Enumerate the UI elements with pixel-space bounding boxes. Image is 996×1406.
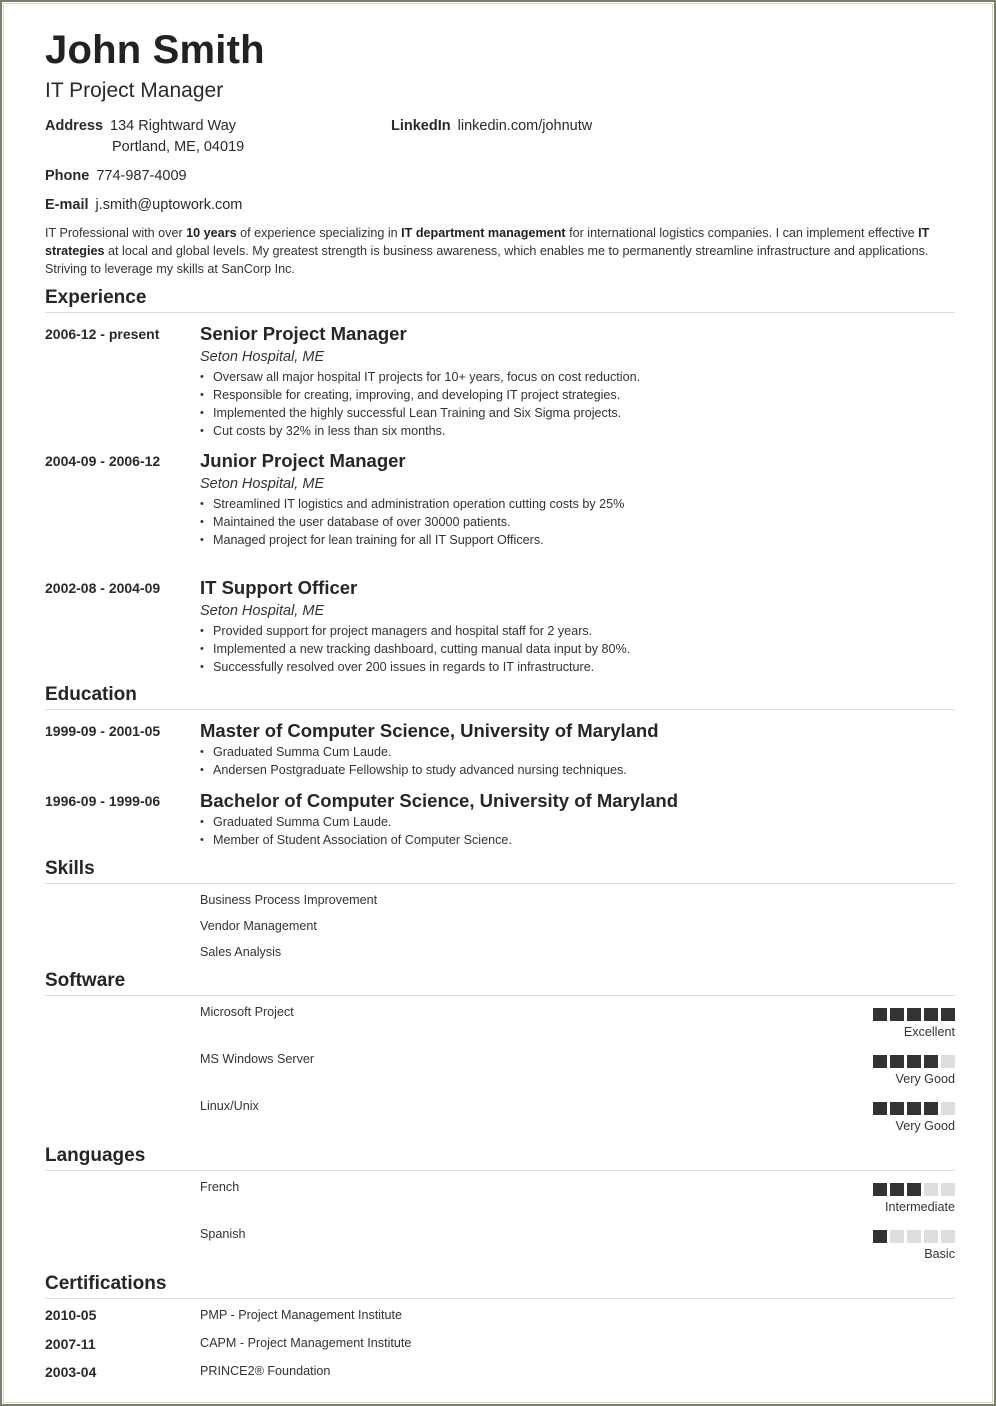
software-rating [845, 1008, 955, 1039]
rating-box-empty [941, 1230, 955, 1243]
entry-bullets [200, 743, 627, 779]
skill-item: Vendor Management [200, 919, 317, 933]
software-name: Microsoft Project [200, 1005, 294, 1019]
bullet-item: • Provided support for project managers and hospital staff for 2 years. [200, 622, 630, 640]
rating-label: Basic [924, 1247, 955, 1261]
candidate-title: IT Project Manager [45, 79, 224, 102]
rating-box-filled [907, 1102, 921, 1115]
software-name: Linux/Unix [200, 1099, 259, 1113]
rating-box-filled [873, 1055, 887, 1068]
bullet-item: • Implemented the highly successful Lean Training and Six Sigma projects. [200, 404, 640, 422]
email-link[interactable]: j.smith@uptowork.com [95, 197, 243, 213]
summary-highlight: IT department management [401, 226, 566, 240]
rating-box-filled [907, 1183, 921, 1196]
entry-date: 1999-09 - 2001-05 [45, 723, 161, 739]
rating-box-empty [924, 1230, 938, 1243]
skill-item: Sales Analysis [200, 945, 282, 959]
rating-box-empty [924, 1183, 938, 1196]
email-label: E-mail [45, 197, 89, 213]
rating-box-filled [924, 1008, 938, 1021]
entry-date: 1996-09 - 1999-06 [45, 793, 161, 809]
rating-box-filled [873, 1183, 887, 1196]
rating-boxes [845, 1055, 955, 1068]
entry-organization: Seton Hospital, ME [200, 476, 325, 492]
address-line1: 134 Rightward Way [110, 118, 237, 134]
entry-bullets [200, 622, 630, 676]
certification-date: 2010-05 [45, 1307, 97, 1323]
rating-box-filled [907, 1008, 921, 1021]
software-name: MS Windows Server [200, 1052, 315, 1066]
bullet-item: • Managed project for lean training for all IT Support Officers. [200, 531, 624, 549]
certification-date: 2003-04 [45, 1364, 97, 1380]
section-heading-education: Education [45, 684, 955, 710]
bullet-item: • Andersen Postgraduate Fellowship to study advanced nursing techniques. [200, 761, 627, 779]
contact-email [45, 197, 242, 213]
software-rating [845, 1055, 955, 1086]
entry-role: IT Support Officer [200, 577, 358, 598]
language-name: Spanish [200, 1227, 246, 1241]
phone-label: Phone [45, 168, 90, 184]
contact-linkedin [391, 118, 592, 134]
entry-degree: Bachelor of Computer Science, University of Maryland [200, 790, 679, 811]
bullet-item: • Graduated Summa Cum Laude. [200, 743, 627, 761]
bullet-item: • Successfully resolved over 200 issues in regards to IT infrastructure. [200, 658, 630, 676]
rating-box-filled [924, 1102, 938, 1115]
bullet-item: • Maintained the user database of over 30000 patients. [200, 513, 624, 531]
rating-box-filled [873, 1230, 887, 1243]
bullet-item: • Graduated Summa Cum Laude. [200, 813, 512, 831]
language-name: French [200, 1180, 240, 1194]
summary-text: for international logistics companies. I can implement effective [565, 226, 919, 240]
linkedin-label: LinkedIn [391, 118, 451, 134]
section-heading-certifications: Certifications [45, 1273, 955, 1299]
address-label: Address [45, 118, 104, 134]
certification-name: PMP - Project Management Institute [200, 1308, 403, 1322]
summary-highlight: 10 years [186, 226, 237, 240]
bullet-item: • Implemented a new tracking dashboard, cutting manual data input by 80%. [200, 640, 630, 658]
summary-text: at local and global levels. My greatest strength is business awareness, which enables me to permanently streamline infrastructure and applications. Striving to leverage my skills at SanCorp Inc. [45, 244, 929, 276]
rating-box-filled [941, 1008, 955, 1021]
entry-date: 2002-08 - 2004-09 [45, 580, 161, 596]
address-line2: Portland, ME, 04019 [112, 139, 245, 155]
entry-bullets [200, 813, 512, 849]
section-heading-experience: Experience [45, 287, 955, 313]
section-heading-software: Software [45, 970, 955, 996]
summary-text: IT Professional with over [45, 226, 187, 240]
summary-text: of experience specializing in [236, 226, 402, 240]
entry-role: Senior Project Manager [200, 323, 407, 344]
entry-organization: Seton Hospital, ME [200, 349, 325, 365]
bullet-item: • Member of Student Association of Computer Science. [200, 831, 512, 849]
professional-summary [45, 224, 955, 278]
entry-bullets [200, 368, 640, 440]
rating-box-filled [890, 1102, 904, 1115]
rating-boxes [845, 1230, 955, 1243]
rating-box-filled [907, 1055, 921, 1068]
software-rating [845, 1102, 955, 1133]
rating-box-empty [907, 1230, 921, 1243]
rating-box-filled [890, 1008, 904, 1021]
rating-box-empty [890, 1230, 904, 1243]
contact-phone [45, 168, 187, 184]
language-rating [845, 1230, 955, 1261]
rating-box-empty [941, 1102, 955, 1115]
rating-label: Excellent [903, 1025, 955, 1039]
entry-bullets [200, 495, 624, 549]
entry-date: 2004-09 - 2006-12 [45, 453, 161, 469]
entry-date: 2006-12 - present [45, 326, 160, 342]
rating-box-filled [873, 1102, 887, 1115]
bullet-item: • Streamlined IT logistics and administration operation cutting costs by 25% [200, 495, 624, 513]
rating-box-empty [941, 1055, 955, 1068]
rating-box-empty [941, 1183, 955, 1196]
candidate-name: John Smith [45, 28, 265, 72]
entry-organization: Seton Hospital, ME [200, 603, 325, 619]
rating-label: Intermediate [884, 1200, 955, 1214]
rating-boxes [845, 1183, 955, 1196]
summary-highlight: IT strategies [45, 226, 930, 258]
rating-label: Very Good [895, 1072, 955, 1086]
rating-box-filled [924, 1055, 938, 1068]
certification-date: 2007-11 [45, 1336, 96, 1352]
section-heading-skills: Skills [45, 858, 955, 884]
bullet-item: • Responsible for creating, improving, and developing IT project strategies. [200, 386, 640, 404]
certification-name: CAPM - Project Management Institute [200, 1336, 412, 1350]
linkedin-link[interactable]: linkedin.com/johnutw [457, 118, 593, 134]
skill-item: Business Process Improvement [200, 893, 378, 907]
rating-label: Very Good [895, 1119, 955, 1133]
rating-boxes [845, 1008, 955, 1021]
contact-address [45, 118, 245, 155]
entry-role: Junior Project Manager [200, 450, 406, 471]
rating-box-filled [890, 1055, 904, 1068]
phone-value: 774-987-4009 [96, 168, 187, 184]
language-rating [845, 1183, 955, 1214]
rating-boxes [845, 1102, 955, 1115]
bullet-item: • Oversaw all major hospital IT projects for 10+ years, focus on cost reduction. [200, 368, 640, 386]
bullet-item: • Cut costs by 32% in less than six months. [200, 422, 640, 440]
rating-box-filled [890, 1183, 904, 1196]
rating-box-filled [873, 1008, 887, 1021]
certification-name: PRINCE2® Foundation [200, 1364, 331, 1378]
entry-degree: Master of Computer Science, University of Maryland [200, 720, 659, 741]
section-heading-languages: Languages [45, 1145, 955, 1171]
